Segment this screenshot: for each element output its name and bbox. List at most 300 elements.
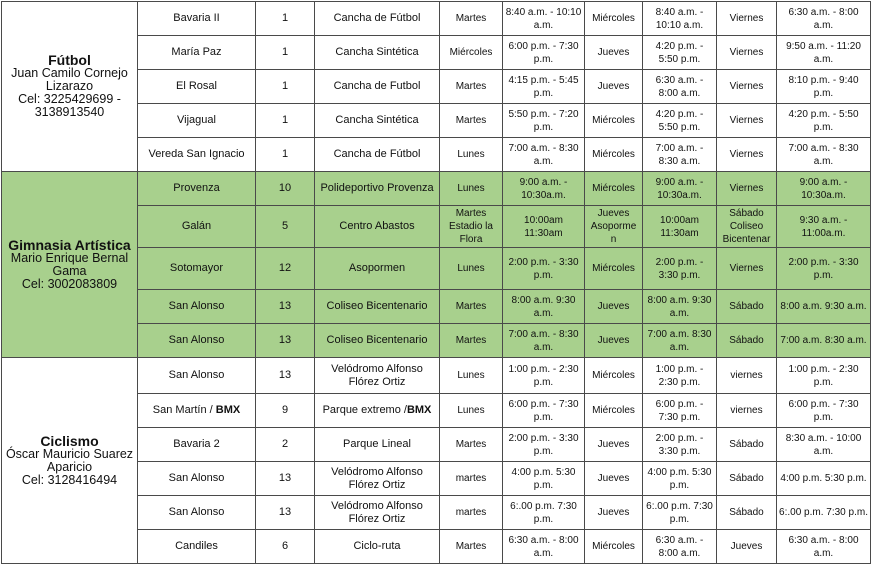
cell-d3 (717, 428, 777, 462)
cell-h2 (643, 248, 717, 290)
cell-text: 2:00 p.m. - 3:30 p.m. (508, 432, 579, 457)
schedule-body (2, 2, 871, 564)
coach-name: Juan Camilo Cornejo Lizarazo (11, 66, 128, 93)
cell-text: Viernes (729, 263, 764, 274)
cell-text: 7:00 a.m. - 8:30 a.m. (788, 142, 859, 167)
cell-text: Miércoles (592, 183, 635, 194)
cell-d1 (440, 36, 503, 70)
cell-d2 (585, 104, 643, 138)
cell-lugar (315, 428, 440, 462)
cell-barrio (138, 36, 256, 70)
cell-text: Velódromo Alfonso Flórez Ortiz (331, 362, 423, 388)
cell-text: Martes (455, 439, 487, 450)
cell-h1 (503, 394, 585, 428)
cell-barrio (138, 428, 256, 462)
cell-d1 (440, 104, 503, 138)
cell-d1 (440, 324, 503, 358)
cell-text: El Rosal (176, 80, 217, 92)
cell-text: Velódromo Alfonso Flórez Ortiz (331, 499, 423, 525)
cell-text: 6:30 a.m. - 8:00 a.m. (655, 534, 704, 559)
cell-text: 1:00 p.m. - 2:30 p.m. (655, 363, 704, 388)
cell-text: Miércoles (592, 115, 635, 126)
cell-text: Martes (455, 301, 487, 312)
cell-h2 (643, 138, 717, 172)
cell-h1 (503, 206, 585, 248)
cell-grupo (256, 462, 315, 496)
cell-h3 (777, 70, 871, 104)
cell-text: Viernes (729, 13, 764, 24)
cell-text: Miércoles (449, 47, 493, 58)
cell-h3 (777, 358, 871, 394)
cell-text: 1:00 p.m. - 2:30 p.m. (508, 363, 579, 388)
cell-grupo (256, 138, 315, 172)
cell-h1 (503, 358, 585, 394)
cell-text: Martes (455, 81, 487, 92)
cell-d2 (585, 206, 643, 248)
cell-text: Viernes (729, 183, 764, 194)
cell-d1 (440, 428, 503, 462)
cell-text: Miércoles (592, 370, 635, 381)
cell-grupo (256, 530, 315, 564)
cell-h2 (643, 290, 717, 324)
cell-text: San Alonso (168, 334, 225, 346)
cell-text: Martes (455, 541, 487, 552)
cell-text: Viernes (729, 47, 764, 58)
cell-d1 (440, 530, 503, 564)
cell-h2 (643, 394, 717, 428)
cell-text: 8:00 a.m. 9:30 a.m. (780, 301, 867, 312)
cell-text: Lunes (457, 405, 485, 416)
cell-h1 (503, 172, 585, 206)
cell-d1 (440, 496, 503, 530)
cell-h2 (643, 2, 717, 36)
cell-text: Jueves (730, 541, 763, 552)
cell-text: Ciclo-ruta (353, 540, 401, 552)
cell-h1 (503, 2, 585, 36)
cell-text: viernes (730, 405, 763, 416)
cell-h3 (777, 324, 871, 358)
cell-barrio (138, 138, 256, 172)
cell-text: 13 (278, 369, 292, 381)
cell-d3 (717, 138, 777, 172)
cell-text: 8:00 a.m. 9:30 a.m. (511, 294, 576, 319)
cell-text: Lunes (457, 149, 485, 160)
cell-text: María Paz (171, 46, 222, 58)
cell-text: Polideportivo Provenza (320, 182, 434, 194)
cell-barrio (138, 394, 256, 428)
cell-d2 (585, 530, 643, 564)
cell-d1 (440, 2, 503, 36)
cell-h3 (777, 138, 871, 172)
cell-h1 (503, 290, 585, 324)
cell-text: Cancha de Fútbol (333, 12, 421, 24)
cell-h3 (777, 428, 871, 462)
cell-text: 8:00 a.m. 9:30 a.m. (647, 294, 712, 319)
cell-d3 (717, 530, 777, 564)
cell-h3 (777, 36, 871, 70)
cell-lugar (315, 2, 440, 36)
cell-text: Parque extremo / (322, 404, 407, 416)
cell-text: Viernes (729, 115, 764, 126)
cell-text: 13 (278, 334, 292, 346)
cell-text: Jueves (597, 439, 630, 450)
cell-text: 2:00 p.m. - 3:30 p.m. (655, 256, 704, 281)
cell-text: Sábado (729, 507, 764, 518)
cell-text: 6:00 p.m. - 7:30 p.m. (508, 398, 579, 423)
cell-text: 4:00 p.m. 5:30 p.m. (647, 466, 712, 491)
group-header (2, 172, 138, 358)
cell-text: Jueves (597, 507, 630, 518)
cell-h3 (777, 394, 871, 428)
cell-h1 (503, 324, 585, 358)
cell-d1 (440, 394, 503, 428)
cell-text: 6:.00 p.m. 7:30 p.m. (646, 500, 713, 525)
cell-h3 (777, 206, 871, 248)
table-row (2, 2, 871, 36)
cell-d2 (585, 462, 643, 496)
cell-text: 6:.00 p.m. 7:30 p.m. (510, 500, 577, 525)
cell-text: Martes (455, 13, 487, 24)
cell-d2 (585, 172, 643, 206)
cell-text: 4:15 p.m. - 5:45 p.m. (508, 74, 579, 99)
cell-grupo (256, 496, 315, 530)
cell-text: 4:20 p.m. - 5:50 p.m. (655, 108, 704, 133)
cell-text: 4:00 p.m. 5:30 p.m. (780, 473, 867, 484)
cell-text: Martes (455, 335, 487, 346)
cell-h2 (643, 428, 717, 462)
cell-grupo (256, 428, 315, 462)
cell-text: 9:50 a.m. - 11:20 a.m. (786, 40, 861, 65)
cell-h1 (503, 428, 585, 462)
cell-d2 (585, 428, 643, 462)
cell-h1 (503, 70, 585, 104)
cell-text: Vijagual (177, 114, 216, 126)
cell-lugar (315, 290, 440, 324)
cell-text: 12 (278, 262, 292, 274)
cell-text: Jueves (597, 301, 630, 312)
group-name: Fútbol (48, 52, 91, 68)
cell-text: 1:00 p.m. - 2:30 p.m. (788, 363, 859, 388)
cell-text: 13 (278, 472, 292, 484)
cell-text: Sábado (729, 439, 764, 450)
cell-grupo (256, 324, 315, 358)
cell-d2 (585, 36, 643, 70)
cell-text: 9:00 a.m. - 10:30a.m. (799, 176, 848, 201)
cell-h3 (777, 462, 871, 496)
cell-d2 (585, 358, 643, 394)
cell-text: 6:30 a.m. - 8:00 a.m. (655, 74, 704, 99)
cell-d1 (440, 358, 503, 394)
cell-text: Cancha Sintética (335, 114, 419, 126)
cell-h2 (643, 324, 717, 358)
cell-text: Sábado Coliseo Bicentenar (722, 208, 771, 245)
cell-text: Coliseo Bicentenario (326, 334, 428, 346)
cell-d3 (717, 36, 777, 70)
cell-text: Viernes (729, 149, 764, 160)
cell-text: 9:00 a.m. - 10:30a.m. (655, 176, 704, 201)
cell-text: 6:00 p.m. - 7:30 p.m. (655, 398, 704, 423)
cell-grupo (256, 290, 315, 324)
cell-text: Jueves (597, 473, 630, 484)
cell-text: 7:00 a.m. - 8:30 a.m. (655, 142, 704, 167)
cell-lugar (315, 462, 440, 496)
cell-text: Candiles (175, 540, 218, 552)
cell-lugar (315, 104, 440, 138)
group-header (2, 2, 138, 172)
cell-text: Provenza (173, 182, 220, 194)
cell-text: 8:10 p.m. - 9:40 p.m. (788, 74, 859, 99)
cell-h2 (643, 172, 717, 206)
cell-text: 10:00am 11:30am (524, 214, 563, 239)
cell-text: 4:20 p.m. - 5:50 p.m. (788, 108, 859, 133)
coach-name: Mario Enrique Bernal Gama (10, 250, 129, 278)
cell-text: 9:30 a.m. - 11:00a.m. (799, 214, 848, 239)
cell-d3 (717, 358, 777, 394)
cell-text: Viernes (729, 81, 764, 92)
cell-d3 (717, 70, 777, 104)
cell-text: Miércoles (592, 405, 635, 416)
cell-barrio (138, 2, 256, 36)
cell-grupo (256, 2, 315, 36)
cell-h1 (503, 248, 585, 290)
cell-text: 4:00 p.m. 5:30 p.m. (511, 466, 576, 491)
cell-text: martes (455, 473, 487, 484)
cell-d1 (440, 248, 503, 290)
cell-text: Cancha de Fútbol (333, 148, 421, 160)
cell-grupo (256, 36, 315, 70)
cell-text: Sábado (729, 473, 764, 484)
cell-h2 (643, 358, 717, 394)
cell-text: Martes Estadio la Flora (449, 208, 493, 245)
cell-h3 (777, 104, 871, 138)
cell-h3 (777, 530, 871, 564)
cell-text: Bavaria 2 (173, 438, 220, 450)
cell-grupo (256, 248, 315, 290)
cell-d2 (585, 290, 643, 324)
cell-text: martes (455, 507, 487, 518)
cell-d1 (440, 206, 503, 248)
cell-h1 (503, 138, 585, 172)
cell-d2 (585, 248, 643, 290)
cell-text: 13 (278, 300, 292, 312)
group-name: Gimnasia Artística (8, 236, 131, 253)
cell-h3 (777, 172, 871, 206)
cell-text: Asopormen (348, 262, 406, 274)
cell-text: 7:00 a.m. - 8:30 a.m. (508, 328, 579, 353)
cell-h3 (777, 496, 871, 530)
schedule-table (1, 1, 871, 564)
cell-text: Coliseo Bicentenario (326, 300, 428, 312)
cell-h1 (503, 530, 585, 564)
cell-text: 10 (278, 182, 292, 194)
cell-text: San Alonso (168, 506, 225, 518)
cell-text: 6 (281, 540, 289, 552)
cell-h3 (777, 290, 871, 324)
cell-text: Miércoles (592, 541, 635, 552)
cell-barrio (138, 324, 256, 358)
cell-grupo (256, 394, 315, 428)
cell-text: 1 (281, 46, 289, 58)
cell-text: 1 (281, 12, 289, 24)
cell-text: Miércoles (592, 263, 635, 274)
cell-d2 (585, 496, 643, 530)
cell-text: Sotomayor (169, 262, 224, 274)
cell-text: Parque Lineal (343, 438, 411, 450)
cell-barrio (138, 104, 256, 138)
cell-text: 7:00 a.m. - 8:30 a.m. (508, 142, 579, 167)
cell-barrio (138, 172, 256, 206)
cell-h3 (777, 2, 871, 36)
cell-text: 8:40 a.m. - 10:10 a.m. (505, 6, 582, 31)
coach-phone: Cel: 3002083809 (21, 276, 118, 291)
cell-d3 (717, 2, 777, 36)
cell-h2 (643, 496, 717, 530)
coach-name: Óscar Mauricio Suarez Aparicio (5, 446, 134, 474)
cell-text: Lunes (457, 370, 485, 381)
cell-text: 6:00 p.m. - 7:30 p.m. (788, 398, 859, 423)
cell-text: San Alonso (168, 369, 225, 381)
cell-barrio (138, 530, 256, 564)
cell-text: Lunes (457, 263, 485, 274)
cell-text: Martes (455, 115, 487, 126)
cell-text: 8:30 a.m. - 10:00 a.m. (785, 432, 862, 457)
cell-barrio (138, 462, 256, 496)
cell-lugar (315, 324, 440, 358)
cell-h2 (643, 206, 717, 248)
cell-text: 6:30 a.m. - 8:00 a.m. (508, 534, 579, 559)
cell-lugar (315, 70, 440, 104)
cell-text: Cancha de Futbol (333, 80, 421, 92)
cell-text: 8:40 a.m. - 10:10 a.m. (655, 6, 704, 31)
cell-d2 (585, 2, 643, 36)
group-header (2, 358, 138, 564)
cell-text: Miércoles (592, 149, 635, 160)
cell-d1 (440, 290, 503, 324)
cell-lugar (315, 496, 440, 530)
cell-d2 (585, 70, 643, 104)
cell-text: 7:00 a.m. 8:30 a.m. (647, 328, 712, 353)
cell-d3 (717, 462, 777, 496)
cell-d2 (585, 324, 643, 358)
cell-text: 9:00 a.m. - 10:30a.m. (519, 176, 568, 201)
cell-d3 (717, 496, 777, 530)
cell-bold-text: BMX (406, 404, 432, 416)
cell-grupo (256, 104, 315, 138)
cell-text: 6:30 a.m. - 8:00 a.m. (788, 534, 859, 559)
cell-text: 6:00 p.m. - 7:30 p.m. (508, 40, 579, 65)
cell-text: Cancha Sintética (335, 46, 419, 58)
cell-lugar (315, 530, 440, 564)
cell-h1 (503, 36, 585, 70)
cell-text: San Alonso (168, 472, 225, 484)
cell-d3 (717, 290, 777, 324)
cell-text: 2:00 p.m. - 3:30 p.m. (508, 256, 579, 281)
cell-d1 (440, 172, 503, 206)
cell-text: Bavaria II (173, 12, 220, 24)
cell-text: Centro Abastos (339, 220, 415, 232)
cell-text: Galán (181, 220, 212, 232)
cell-grupo (256, 358, 315, 394)
cell-lugar (315, 358, 440, 394)
cell-text: 5:50 p.m. - 7:20 p.m. (508, 108, 579, 133)
cell-text: 2:00 p.m. - 3:30 p.m. (788, 256, 859, 281)
table-row (2, 172, 871, 206)
cell-h2 (643, 462, 717, 496)
cell-text: 1 (281, 148, 289, 160)
cell-d2 (585, 394, 643, 428)
cell-h1 (503, 462, 585, 496)
cell-text: Jueves (597, 335, 630, 346)
cell-d3 (717, 324, 777, 358)
cell-text: Sábado (729, 335, 764, 346)
cell-h2 (643, 530, 717, 564)
cell-text: 4:20 p.m. - 5:50 p.m. (655, 40, 704, 65)
cell-h2 (643, 36, 717, 70)
cell-d1 (440, 462, 503, 496)
cell-text: 10:00am 11:30am (660, 214, 699, 239)
cell-d2 (585, 138, 643, 172)
cell-grupo (256, 206, 315, 248)
cell-lugar (315, 172, 440, 206)
cell-barrio (138, 290, 256, 324)
cell-barrio (138, 70, 256, 104)
cell-text: Miércoles (592, 13, 635, 24)
cell-h2 (643, 104, 717, 138)
cell-text: Velódromo Alfonso Flórez Ortiz (331, 465, 423, 491)
cell-grupo (256, 70, 315, 104)
cell-d3 (717, 394, 777, 428)
cell-bold-text: BMX (215, 404, 241, 416)
group-name: Ciclismo (40, 432, 99, 449)
cell-text: Vereda San Ignacio (148, 148, 245, 160)
cell-d3 (717, 248, 777, 290)
cell-d3 (717, 206, 777, 248)
cell-text: 7:00 a.m. 8:30 a.m. (780, 335, 867, 346)
cell-h3 (777, 248, 871, 290)
cell-text: 2 (281, 438, 289, 450)
coach-phone: Cel: 3128416494 (21, 472, 118, 487)
coach-phone: Cel: 3225429699 - 3138913540 (18, 92, 121, 119)
cell-barrio (138, 248, 256, 290)
cell-lugar (315, 36, 440, 70)
cell-text: Jueves (597, 47, 630, 58)
cell-text: Jueves (597, 81, 630, 92)
cell-lugar (315, 394, 440, 428)
cell-text: Lunes (457, 183, 485, 194)
cell-h1 (503, 104, 585, 138)
cell-barrio (138, 496, 256, 530)
cell-h1 (503, 496, 585, 530)
cell-d1 (440, 138, 503, 172)
cell-text: 1 (281, 80, 289, 92)
cell-text: San Alonso (168, 300, 225, 312)
cell-text: viernes (730, 370, 763, 381)
cell-text: 1 (281, 114, 289, 126)
cell-h2 (643, 70, 717, 104)
cell-text: 9 (281, 404, 289, 416)
table-row (2, 358, 871, 394)
cell-d1 (440, 70, 503, 104)
cell-text: 2:00 p.m. - 3:30 p.m. (655, 432, 704, 457)
cell-d3 (717, 172, 777, 206)
cell-text: 13 (278, 506, 292, 518)
cell-barrio (138, 206, 256, 248)
cell-lugar (315, 138, 440, 172)
cell-text: 6:.00 p.m. 7:30 p.m. (779, 507, 868, 518)
cell-text: Jueves Asoporme n (590, 208, 637, 245)
cell-lugar (315, 248, 440, 290)
cell-d3 (717, 104, 777, 138)
